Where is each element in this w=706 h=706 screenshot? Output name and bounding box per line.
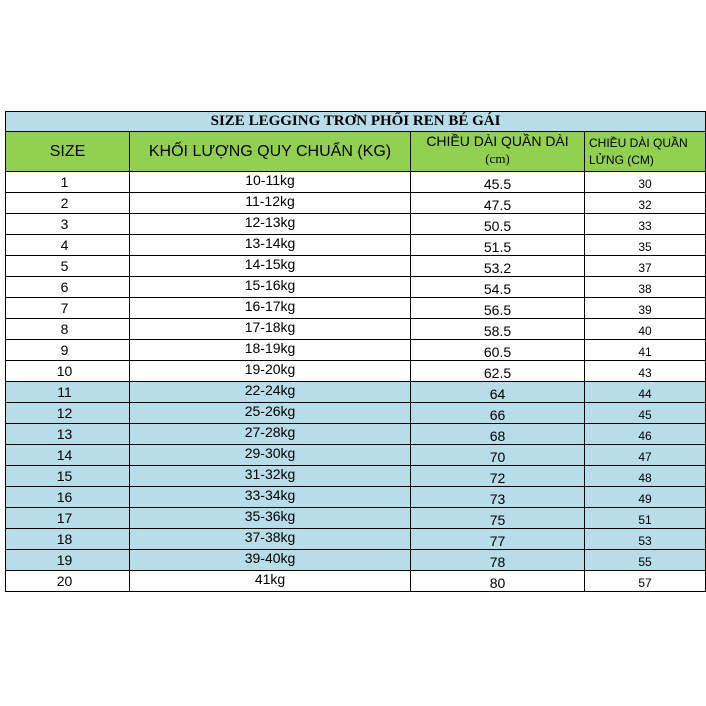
capri-length-cell: 49 [585, 487, 706, 508]
size-cell: 20 [6, 571, 130, 592]
capri-length-cell: 39 [585, 298, 706, 319]
capri-length-cell: 44 [585, 382, 706, 403]
size-cell: 4 [6, 235, 130, 256]
size-cell: 16 [6, 487, 130, 508]
table-row [6, 529, 706, 550]
size-cell: 5 [6, 256, 130, 277]
weight-cell: 33-34kg [130, 487, 411, 508]
full-length-cell: 78 [411, 550, 585, 571]
capri-length-cell: 53 [585, 529, 706, 550]
full-length-cell: 64 [411, 382, 585, 403]
table-row [6, 445, 706, 466]
full-length-cell: 51.5 [411, 235, 585, 256]
table-row [6, 193, 706, 214]
size-cell: 1 [6, 172, 130, 193]
table-row [6, 277, 706, 298]
size-cell: 14 [6, 445, 130, 466]
capri-length-cell: 33 [585, 214, 706, 235]
header-weight: KHỐI LƯỢNG QUY CHUẨN (KG) [130, 132, 411, 172]
full-length-cell: 75 [411, 508, 585, 529]
header-full-length [411, 132, 585, 172]
full-length-cell: 68 [411, 424, 585, 445]
full-length-cell: 72 [411, 466, 585, 487]
size-cell: 2 [6, 193, 130, 214]
full-length-cell: 80 [411, 571, 585, 592]
table-row [6, 340, 706, 361]
full-length-cell: 60.5 [411, 340, 585, 361]
weight-cell: 22-24kg [130, 382, 411, 403]
table-row [6, 424, 706, 445]
table-row [6, 466, 706, 487]
capri-length-cell: 43 [585, 361, 706, 382]
capri-length-cell: 41 [585, 340, 706, 361]
full-length-cell: 54.5 [411, 277, 585, 298]
weight-cell: 35-36kg [130, 508, 411, 529]
capri-length-cell: 35 [585, 235, 706, 256]
table-row [6, 298, 706, 319]
weight-cell: 37-38kg [130, 529, 411, 550]
table-row [6, 550, 706, 571]
header-full-length-unit: (cm) [485, 151, 510, 166]
table-row [6, 508, 706, 529]
table-row [6, 256, 706, 277]
full-length-cell: 45.5 [411, 172, 585, 193]
weight-cell: 39-40kg [130, 550, 411, 571]
capri-length-cell: 45 [585, 403, 706, 424]
weight-cell: 27-28kg [130, 424, 411, 445]
weight-cell: 41kg [130, 571, 411, 592]
size-cell: 15 [6, 466, 130, 487]
weight-cell: 10-11kg [130, 172, 411, 193]
full-length-cell: 56.5 [411, 298, 585, 319]
capri-length-cell: 40 [585, 319, 706, 340]
weight-cell: 11-12kg [130, 193, 411, 214]
weight-cell: 19-20kg [130, 361, 411, 382]
size-cell: 6 [6, 277, 130, 298]
full-length-cell: 62.5 [411, 361, 585, 382]
capri-length-cell: 51 [585, 508, 706, 529]
capri-length-cell: 37 [585, 256, 706, 277]
header-size: SIZE [6, 132, 130, 172]
size-chart-table [5, 111, 706, 592]
size-cell: 8 [6, 319, 130, 340]
table-row [6, 571, 706, 592]
header-row [6, 132, 706, 172]
table-row [6, 214, 706, 235]
size-cell: 3 [6, 214, 130, 235]
size-cell: 10 [6, 361, 130, 382]
capri-length-cell: 30 [585, 172, 706, 193]
size-cell: 12 [6, 403, 130, 424]
capri-length-cell: 32 [585, 193, 706, 214]
weight-cell: 31-32kg [130, 466, 411, 487]
full-length-cell: 50.5 [411, 214, 585, 235]
table-row [6, 382, 706, 403]
table-row [6, 172, 706, 193]
size-cell: 9 [6, 340, 130, 361]
weight-cell: 18-19kg [130, 340, 411, 361]
full-length-cell: 70 [411, 445, 585, 466]
weight-cell: 14-15kg [130, 256, 411, 277]
weight-cell: 16-17kg [130, 298, 411, 319]
table-row [6, 235, 706, 256]
weight-cell: 12-13kg [130, 214, 411, 235]
size-cell: 11 [6, 382, 130, 403]
full-length-cell: 53.2 [411, 256, 585, 277]
full-length-cell: 47.5 [411, 193, 585, 214]
title-row [6, 112, 706, 132]
weight-cell: 25-26kg [130, 403, 411, 424]
size-cell: 17 [6, 508, 130, 529]
size-cell: 19 [6, 550, 130, 571]
table-row [6, 319, 706, 340]
capri-length-cell: 46 [585, 424, 706, 445]
full-length-cell: 73 [411, 487, 585, 508]
table-row [6, 361, 706, 382]
size-cell: 7 [6, 298, 130, 319]
capri-length-cell: 48 [585, 466, 706, 487]
size-cell: 13 [6, 424, 130, 445]
capri-length-cell: 57 [585, 571, 706, 592]
full-length-cell: 58.5 [411, 319, 585, 340]
table-row [6, 487, 706, 508]
size-rows [6, 172, 706, 592]
size-cell: 18 [6, 529, 130, 550]
header-capri-length: CHIỀU DÀI QUẦN LỬNG (CM) [585, 132, 706, 172]
capri-length-cell: 55 [585, 550, 706, 571]
weight-cell: 15-16kg [130, 277, 411, 298]
table-title: SIZE LEGGING TRƠN PHỐI REN BÉ GÁI [6, 112, 706, 132]
full-length-cell: 66 [411, 403, 585, 424]
table-row [6, 403, 706, 424]
full-length-cell: 77 [411, 529, 585, 550]
weight-cell: 29-30kg [130, 445, 411, 466]
header-full-length-label: CHIỀU DÀI QUẦN DÀI [426, 133, 569, 149]
weight-cell: 17-18kg [130, 319, 411, 340]
capri-length-cell: 38 [585, 277, 706, 298]
weight-cell: 13-14kg [130, 235, 411, 256]
capri-length-cell: 47 [585, 445, 706, 466]
